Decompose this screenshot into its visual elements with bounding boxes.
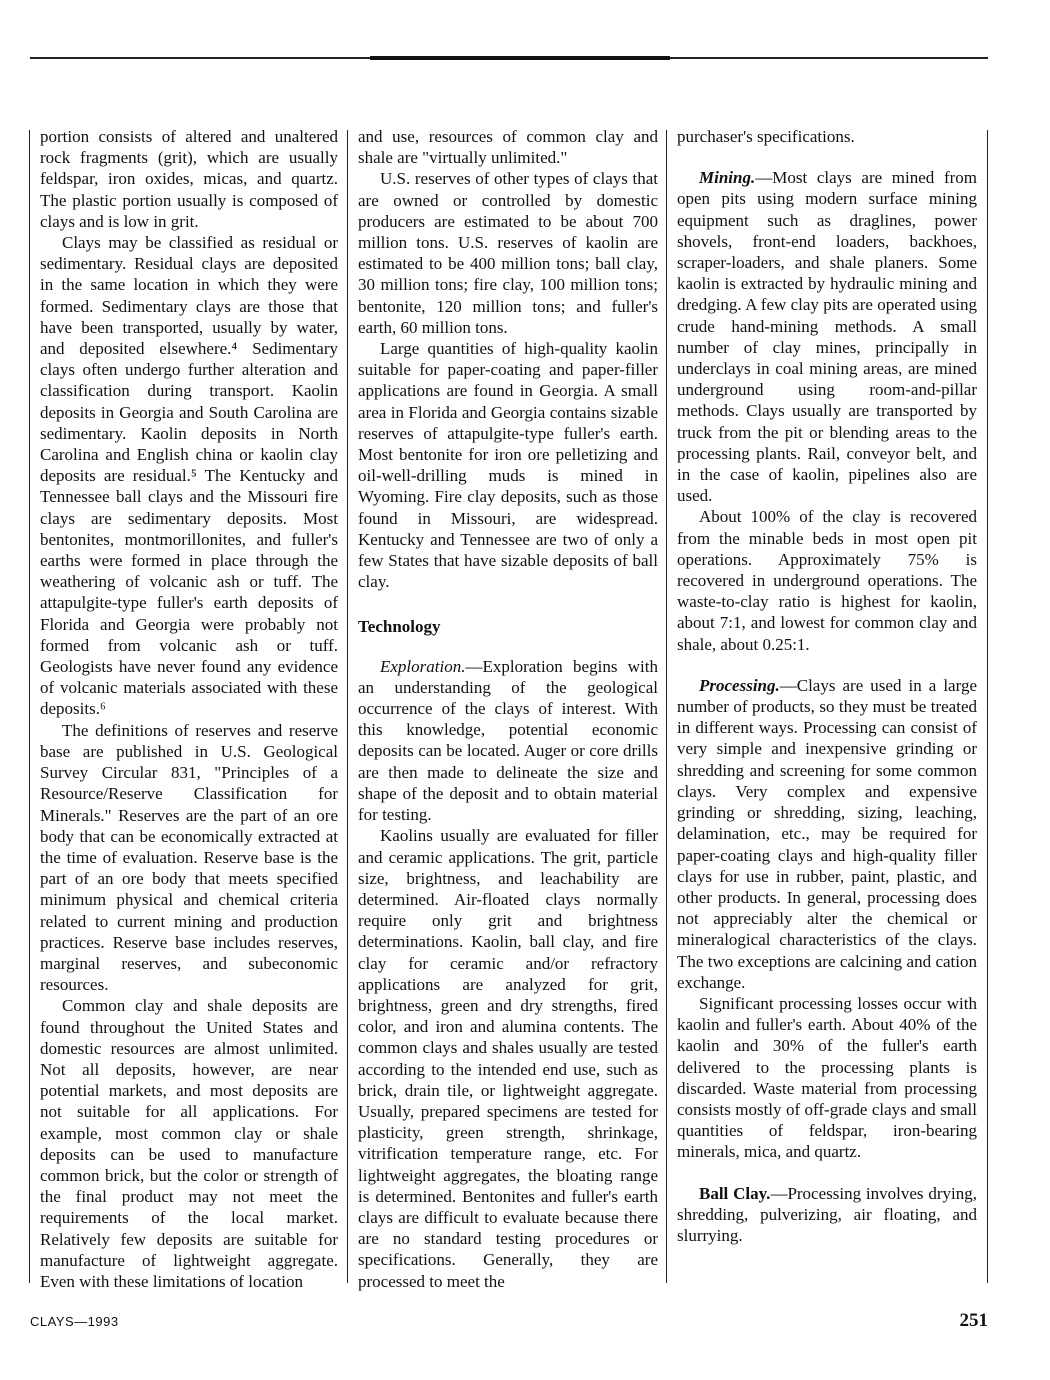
- run-in-heading: Mining.: [699, 168, 756, 188]
- paragraph-exploration: [358, 656, 658, 826]
- paragraph-mining: [677, 167, 977, 506]
- paragraph-text: —Exploration begins with an understanding of the geological occurrence of the clays of interest. With this knowledge, potential economic deposits can be located. Auger or core drills are then made to delineate the size and shape of the deposit and to obtain material for testing.: [358, 656, 658, 825]
- paragraph-processing: [677, 675, 977, 993]
- column-rule-right: [987, 130, 988, 1283]
- run-in-heading: Processing.: [699, 675, 780, 695]
- section-heading: Technology: [358, 617, 441, 637]
- paragraph: Common clay and shale deposits are found throughout the United States and domestic resources are almost unlimited. Not all deposits, however, are near potential markets, and most deposits are not suitable for all applications. For example, most common clay or shale deposits can be used to manufacture common brick, but the color or strength of the final product may not meet the requirements of the local market. Relatively few deposits are suitable for manufacture of lightweight aggregate. Even with these limitations of location: [40, 996, 338, 1291]
- column-rule-2: [666, 130, 667, 1283]
- paragraph: Significant processing losses occur with kaolin and fuller's earth. About 40% of the kaolin and 30% of the fuller's earth delivered to the processing plants is discarded. Waste material from processing consists mostly of off-grade clays and small quantities of feldspar, iron-bearing minerals, mica, and quartz.: [677, 993, 977, 1162]
- column-rule-1: [347, 130, 348, 1283]
- column-1: [40, 126, 338, 1292]
- column-rule-left: [29, 130, 30, 1283]
- paragraph: and use, resources of common clay and shale are "virtually unlimited.": [358, 127, 658, 168]
- paragraph: portion consists of altered and unaltered rock fragments (grit), which are usually feldspar, iron oxides, micas, and quartz. The plastic portion usually is composed of clays and is low in grit.: [40, 127, 338, 231]
- page-number: 251: [959, 1310, 988, 1331]
- column-3: [677, 126, 977, 1246]
- column-2: [358, 126, 658, 1292]
- paragraph: Clays may be classified as residual or sedimentary. Residual clays are deposited in the same location in which they were formed. Sedimentary clays are those that have been transported, usually by water, and deposited elsewhere.⁴ Sedimentary clays often undergo further alteration and classification during transport. Kaolin deposits in Georgia and South Carolina are sedimentary. Kaolin deposits in North Carolina and English china or kaolin clay deposits are residual.⁵ The Kentucky and Tennessee ball clays and the Missouri fire clays are sedimentary deposits. Most bentonites, montmorillonites, and fuller's earths were formed in place through the weathering of volcanic ash or tuff. The attapulgite-type fuller's earth deposits of Florida and Georgia were probably not formed from volcanic ash or tuff. Geologists have never found any evidence of volcanic materials associated with these deposits.⁶: [40, 233, 338, 719]
- paragraph: About 100% of the clay is recovered from the minable beds in most open pit operations. Approximately 75% is recovered in underground operations. The waste-to-clay ratio is highest for kaolin, about 7:1, and lowest for common clay and shale, about 0.25:1.: [677, 507, 977, 654]
- paragraph-text: —Most clays are mined from open pits using modern surface mining equipment such as draglines, power shovels, front-end loaders, backhoes, scraper-loaders, and shale planers. Some kaolin is extracted by hydraulic mining and dredging. A few clay pits are operated using crude hand-mining methods. A small number of clay mines, principally in underclays in coal mining areas, are mined underground using room-and-pillar methods. Clays usually are transported by truck from the pit or blending areas to the processing plants. Rail, conveyor belt, and in the case of kaolin, pipelines also are used.: [677, 168, 977, 506]
- paragraph: Large quantities of high-quality kaolin suitable for paper-coating and paper-filler applications are found in Georgia. A small area in Florida and Georgia contains sizable reserves of attapulgite-type fuller's earth. Most bentonite for iron ore pelletizing and oil-well-drilling muds is mined in Wyoming. Fire clay deposits, such as those found in Missouri, are widespread. Kentucky and Tennessee are two of only a few States that have sizable deposits of ball clay.: [358, 339, 658, 592]
- paragraph-text: —Processing involves drying, shredding, pulverizing, air floating, and slurrying.: [677, 1183, 977, 1245]
- paragraph: Kaolins usually are evaluated for filler and ceramic applications. The grit, particle size, brightness, and leachability are determined. Air-floated clays normally require only grit and brightness determinations. Kaolin, ball clay, and fire clay for ceramic and/or refractory applications are analyzed for grit, brightness, green and dry strengths, fired color, and iron and alumina contents. The common clays and shales usually are tested according to the intended end use, such as brick, drain tile, or lightweight aggregate. Usually, prepared specimens are tested for plasticity, green strength, shrinkage, vitrification temperature range, etc. For lightweight aggregates, the bloating range is determined. Bentonites and fuller's earth clays are difficult to evaluate because there are no standard testing procedures or specifications. Generally, they are processed to meet the: [358, 826, 658, 1291]
- paragraph: The definitions of reserves and reserve base are published in U.S. Geological Survey Circular 831, "Principles of a Resource/Reserve Classification for Minerals." Reserves are the part of an ore body that can be economically extracted at the time of evaluation. Reserve base is the part of an ore body that meets specified minimum physical and chemical criteria related to current mining and production practices. Reserve base includes reserves, marginal reserves, and subeconomic resources.: [40, 720, 338, 995]
- running-footer: CLAYS—1993: [30, 1314, 119, 1329]
- run-in-heading: Exploration.: [380, 656, 466, 676]
- top-rule-accent: [370, 56, 670, 60]
- paragraph-text: —Clays are used in a large number of products, so they must be treated in different ways. Processing can consist of very simple and inexpensive grinding or shredding and screening for some common clays. Very complex and expensive grinding or shredding, sizing, leaching, delamination, etc., may be required for paper-coating clays and high-quality filler clays for use in rubber, paint, plastic, and other products. In general, processing does not appreciably alter the chemical or mineralogical characteristics of the clays. The two exceptions are calcining and cation exchange.: [677, 675, 977, 992]
- paragraph-ball-clay: [677, 1183, 977, 1247]
- run-in-heading: Ball Clay.: [699, 1183, 771, 1203]
- paragraph: U.S. reserves of other types of clays that are owned or controlled by domestic producers are estimated to be about 700 million tons. U.S. reserves of kaolin are estimated to be 400 million tons; ball clay, 30 million tons; fire clay, 100 million tons; bentonite, 120 million tons; and fuller's earth, 60 million tons.: [358, 169, 658, 337]
- paragraph: purchaser's specifications.: [677, 127, 855, 146]
